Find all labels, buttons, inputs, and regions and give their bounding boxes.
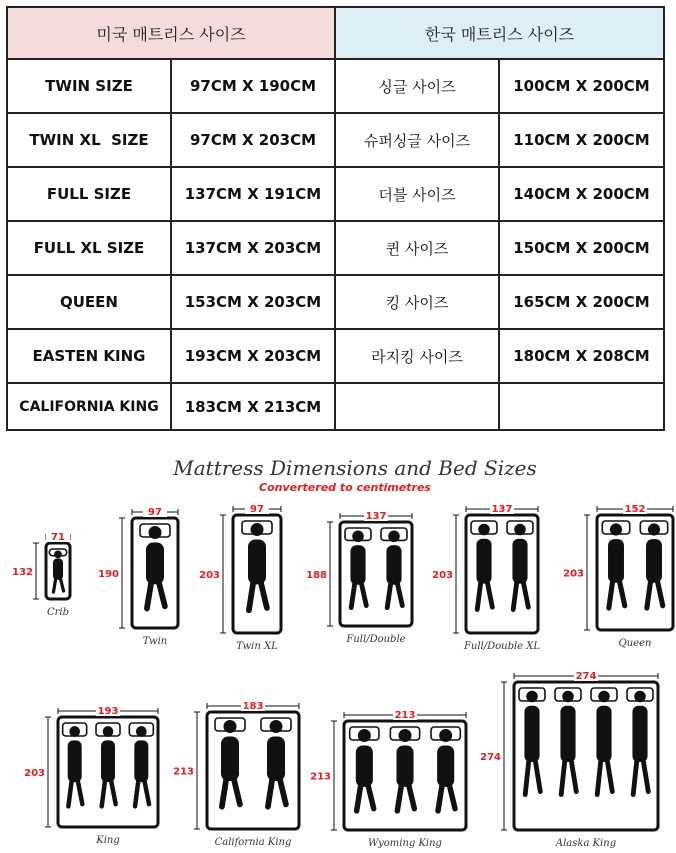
person-head-icon	[478, 524, 490, 536]
bed-diagram	[480, 670, 658, 849]
person-head-icon	[526, 691, 538, 703]
kr-size-name: 킹 사이즈	[335, 275, 499, 329]
kr-size-name: 슈퍼싱글 사이즈	[335, 113, 499, 167]
length-label: 203	[199, 570, 220, 581]
bed-name-label: Crib	[46, 607, 70, 618]
table-row	[7, 167, 664, 221]
person-head-icon	[270, 720, 283, 733]
kr-size-dimensions: 110CM X 200CM	[499, 113, 664, 167]
person-head-icon	[399, 729, 412, 742]
person-body-icon	[350, 545, 365, 585]
width-label: 97	[250, 504, 264, 515]
table-row	[7, 275, 664, 329]
person-body-icon	[101, 740, 115, 782]
bed-name-label: Queen	[618, 638, 652, 649]
width-label: 183	[242, 701, 264, 712]
person-body-icon	[596, 706, 611, 762]
bed-name-label: Full/Double	[346, 634, 406, 645]
person-head-icon	[103, 726, 114, 737]
person-head-icon	[136, 726, 147, 737]
us-size-dimensions: 97CM X 190CM	[171, 59, 335, 113]
kr-size-dimensions: 180CM X 208CM	[499, 329, 664, 383]
width-label: 97	[148, 507, 162, 518]
length-label: 203	[432, 570, 453, 581]
bed-diagram	[306, 510, 412, 645]
bed-name-label: King	[96, 835, 120, 846]
bed-diagrams	[12, 503, 673, 849]
kr-mattress-header: 한국 매트리스 사이즈	[335, 7, 664, 59]
us-size-dimensions: 193CM X 203CM	[171, 329, 335, 383]
person-body-icon	[560, 706, 575, 762]
length-label: 274	[480, 752, 501, 763]
person-body-icon	[632, 706, 647, 762]
length-label: 203	[563, 568, 584, 580]
table-header-row	[7, 7, 664, 59]
person-head-icon	[598, 691, 610, 703]
kr-size-dimensions: 100CM X 200CM	[499, 59, 664, 113]
us-size-name: CALIFORNIA KING	[7, 383, 171, 430]
mattress-size-table	[6, 6, 665, 431]
person-body-icon	[386, 545, 401, 585]
person-head-icon	[69, 726, 80, 737]
person-body-icon	[524, 706, 539, 762]
figure-title: Mattress Dimensions and Bed Sizes	[173, 456, 537, 480]
figure-subtitle: Convertered to centimetres	[259, 481, 431, 494]
width-label: 213	[394, 710, 416, 721]
bed-diagram	[563, 503, 673, 649]
width-label: 274	[575, 671, 597, 682]
us-mattress-header: 미국 매트리스 사이즈	[7, 7, 335, 59]
bed-diagram	[432, 503, 540, 652]
person-body-icon	[437, 746, 454, 787]
person-head-icon	[610, 523, 622, 535]
us-size-name: FULL SIZE	[7, 167, 171, 221]
table-row	[7, 329, 664, 383]
person-head-icon	[224, 720, 237, 733]
width-label: 152	[624, 504, 646, 515]
bed-diagram	[12, 531, 70, 618]
kr-size-name: 더블 사이즈	[335, 167, 499, 221]
table-row	[7, 221, 664, 275]
bed-name-label: Twin XL	[236, 641, 278, 652]
bed-name-label: Wyoming King	[368, 838, 442, 849]
table-row	[7, 113, 664, 167]
length-label: 190	[98, 569, 119, 580]
us-size-name: QUEEN	[7, 275, 171, 329]
person-body-icon	[134, 740, 148, 782]
us-size-dimensions: 183CM X 213CM	[171, 383, 335, 430]
person-body-icon	[267, 737, 285, 781]
bed-diagram	[173, 700, 299, 848]
us-size-dimensions: 153CM X 203CM	[171, 275, 335, 329]
us-size-name: FULL XL SIZE	[7, 221, 171, 275]
person-head-icon	[648, 523, 660, 535]
person-head-icon	[54, 551, 62, 559]
person-head-icon	[634, 691, 646, 703]
kr-size-dimensions: 150CM X 200CM	[499, 221, 664, 275]
us-size-dimensions: 137CM X 203CM	[171, 221, 335, 275]
us-size-dimensions: 97CM X 203CM	[171, 113, 335, 167]
bed-name-label: California King	[214, 837, 292, 848]
kr-size-name: 싱글 사이즈	[335, 59, 499, 113]
us-size-name: EASTEN KING	[7, 329, 171, 383]
length-label: 188	[306, 570, 327, 581]
table-row	[7, 383, 664, 430]
person-head-icon	[439, 729, 452, 742]
kr-size-dimensions: 140CM X 200CM	[499, 167, 664, 221]
us-size-name: TWIN SIZE	[7, 59, 171, 113]
table-row	[7, 59, 664, 113]
kr-size-dimensions	[499, 383, 664, 430]
person-body-icon	[248, 540, 266, 585]
bed-diagram	[199, 503, 281, 652]
person-body-icon	[221, 737, 239, 781]
person-body-icon	[476, 539, 491, 584]
person-body-icon	[356, 746, 373, 787]
bed-diagram	[24, 705, 158, 846]
kr-size-name: 라지킹 사이즈	[335, 329, 499, 383]
width-label: 71	[51, 532, 65, 543]
us-size-name: TWIN XL SIZE	[7, 113, 171, 167]
kr-size-dimensions: 165CM X 200CM	[499, 275, 664, 329]
person-body-icon	[646, 539, 662, 583]
person-head-icon	[352, 530, 364, 542]
bed-diagram	[310, 709, 466, 849]
length-label: 132	[12, 567, 33, 578]
kr-size-name	[335, 383, 499, 430]
person-head-icon	[562, 691, 574, 703]
length-label: 213	[173, 766, 194, 778]
mattress-dimensions-figure	[0, 445, 676, 853]
person-head-icon	[358, 729, 371, 742]
width-label: 137	[365, 511, 387, 522]
person-body-icon	[146, 543, 164, 585]
kr-size-name: 퀸 사이즈	[335, 221, 499, 275]
person-head-icon	[514, 524, 526, 536]
person-body-icon	[396, 746, 413, 787]
length-label: 203	[24, 768, 45, 779]
person-body-icon	[608, 539, 624, 583]
us-size-dimensions: 137CM X 191CM	[171, 167, 335, 221]
bed-name-label: Alaska King	[555, 838, 617, 849]
person-body-icon	[68, 740, 82, 782]
person-head-icon	[388, 530, 400, 542]
person-head-icon	[149, 526, 162, 539]
person-body-icon	[512, 539, 527, 584]
width-label: 137	[491, 504, 513, 515]
length-label: 213	[310, 771, 331, 783]
bed-name-label: Twin	[142, 636, 168, 647]
width-label: 193	[97, 706, 119, 717]
bed-diagram	[98, 506, 178, 647]
bed-name-label: Full/Double XL	[463, 641, 541, 652]
person-head-icon	[251, 523, 264, 536]
